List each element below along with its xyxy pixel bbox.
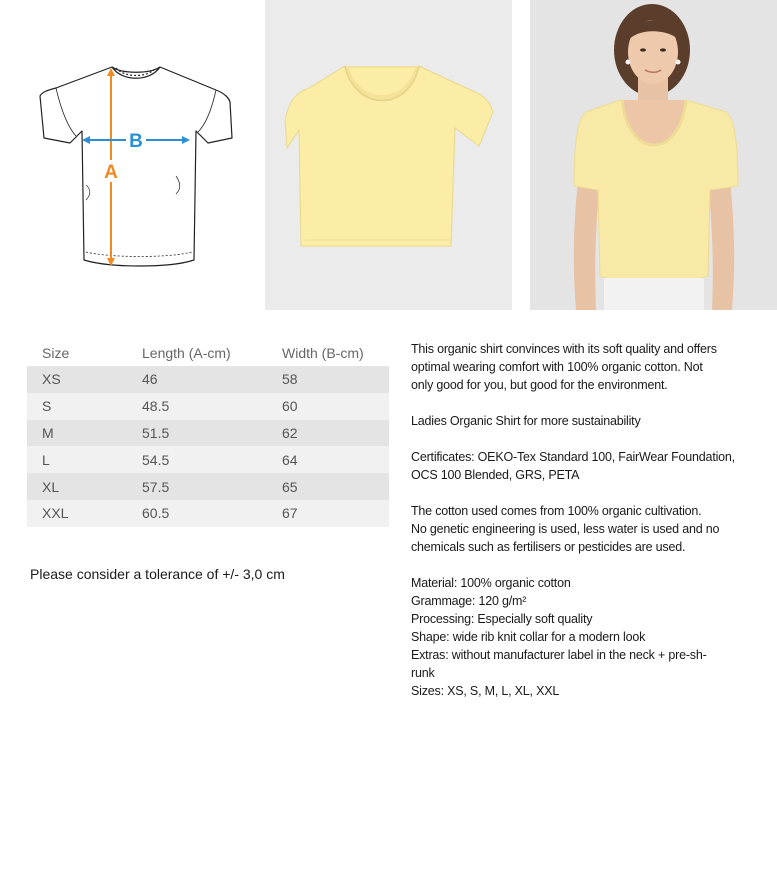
- header-size: Size: [42, 345, 70, 361]
- certificates-line: OCS 100 Blended, GRS, PETA: [411, 468, 580, 482]
- width-cell: 65: [282, 478, 298, 495]
- spec-grammage: Grammage: 120 g/m²: [411, 594, 527, 608]
- size-cell: XS: [42, 371, 61, 388]
- spec-shape: Shape: wide rib knit collar for a modern look: [411, 630, 646, 644]
- cotton-line: No genetic engineering is used, less water is used and no: [411, 522, 720, 536]
- label-b: B: [129, 131, 143, 152]
- table-row: [27, 366, 389, 393]
- size-cell: M: [42, 424, 54, 441]
- tagline: [411, 412, 741, 430]
- table-row: [27, 446, 389, 473]
- width-cell: 60: [282, 398, 298, 415]
- tagline-text: Ladies Organic Shirt for more sustainability: [411, 414, 641, 428]
- certificates-paragraph: [411, 448, 741, 484]
- spec-material: Material: 100% organic cotton: [411, 576, 571, 590]
- spec-sizes: Sizes: XS, S, M, L, XL, XXL: [411, 684, 560, 698]
- flat-shirt-photo: [265, 0, 512, 310]
- size-cell: L: [42, 451, 50, 468]
- size-cell: S: [42, 398, 52, 415]
- table-row: [27, 420, 389, 447]
- cotton-paragraph: [411, 502, 741, 556]
- length-cell: 51.5: [142, 424, 170, 441]
- spec-extras: Extras: without manufacturer label in the neck + pre-sh-: [411, 648, 707, 662]
- intro-line: only good for you, but good for the environment.: [411, 378, 668, 392]
- width-cell: 58: [282, 371, 298, 388]
- table-row: [27, 500, 389, 527]
- model-wearing-shirt-image: [530, 0, 777, 310]
- width-cell: 62: [282, 424, 298, 441]
- size-table-header-row: [27, 340, 389, 366]
- product-description: [411, 340, 741, 700]
- length-cell: 46: [142, 371, 158, 388]
- flat-shirt-image: [265, 0, 512, 310]
- certificates-line: Certificates: OEKO-Tex Standard 100, FairWear Foundation,: [411, 450, 735, 464]
- table-row: [27, 393, 389, 420]
- size-cell: XL: [42, 478, 60, 495]
- width-cell: 64: [282, 451, 298, 468]
- cotton-line: chemicals such as fertilisers or pesticides are used.: [411, 540, 686, 554]
- size-table: [27, 340, 389, 527]
- length-cell: 57.5: [142, 478, 170, 495]
- shirt-outline-diagram: [0, 0, 247, 310]
- size-cell: XXL: [42, 505, 69, 522]
- measurement-diagram: [0, 0, 247, 310]
- model-photo: [530, 0, 777, 310]
- length-cell: 54.5: [142, 451, 170, 468]
- header-width: Width (B-cm): [282, 345, 364, 361]
- width-cell: 67: [282, 505, 298, 522]
- intro-paragraph: [411, 340, 741, 394]
- label-a: A: [104, 162, 118, 183]
- length-cell: 48.5: [142, 398, 170, 415]
- intro-line: This organic shirt convinces with its soft quality and offers: [411, 342, 717, 356]
- cotton-line: The cotton used comes from 100% organic cultivation.: [411, 504, 702, 518]
- spec-extras-continued: runk: [411, 666, 435, 680]
- tolerance-note: Please consider a tolerance of +/- 3,0 cm: [30, 566, 285, 582]
- table-row: [27, 473, 389, 500]
- length-cell: 60.5: [142, 505, 170, 522]
- intro-line: optimal wearing comfort with 100% organic cotton. Not: [411, 360, 703, 374]
- header-length: Length (A-cm): [142, 345, 231, 361]
- spec-processing: Processing: Especially soft quality: [411, 612, 593, 626]
